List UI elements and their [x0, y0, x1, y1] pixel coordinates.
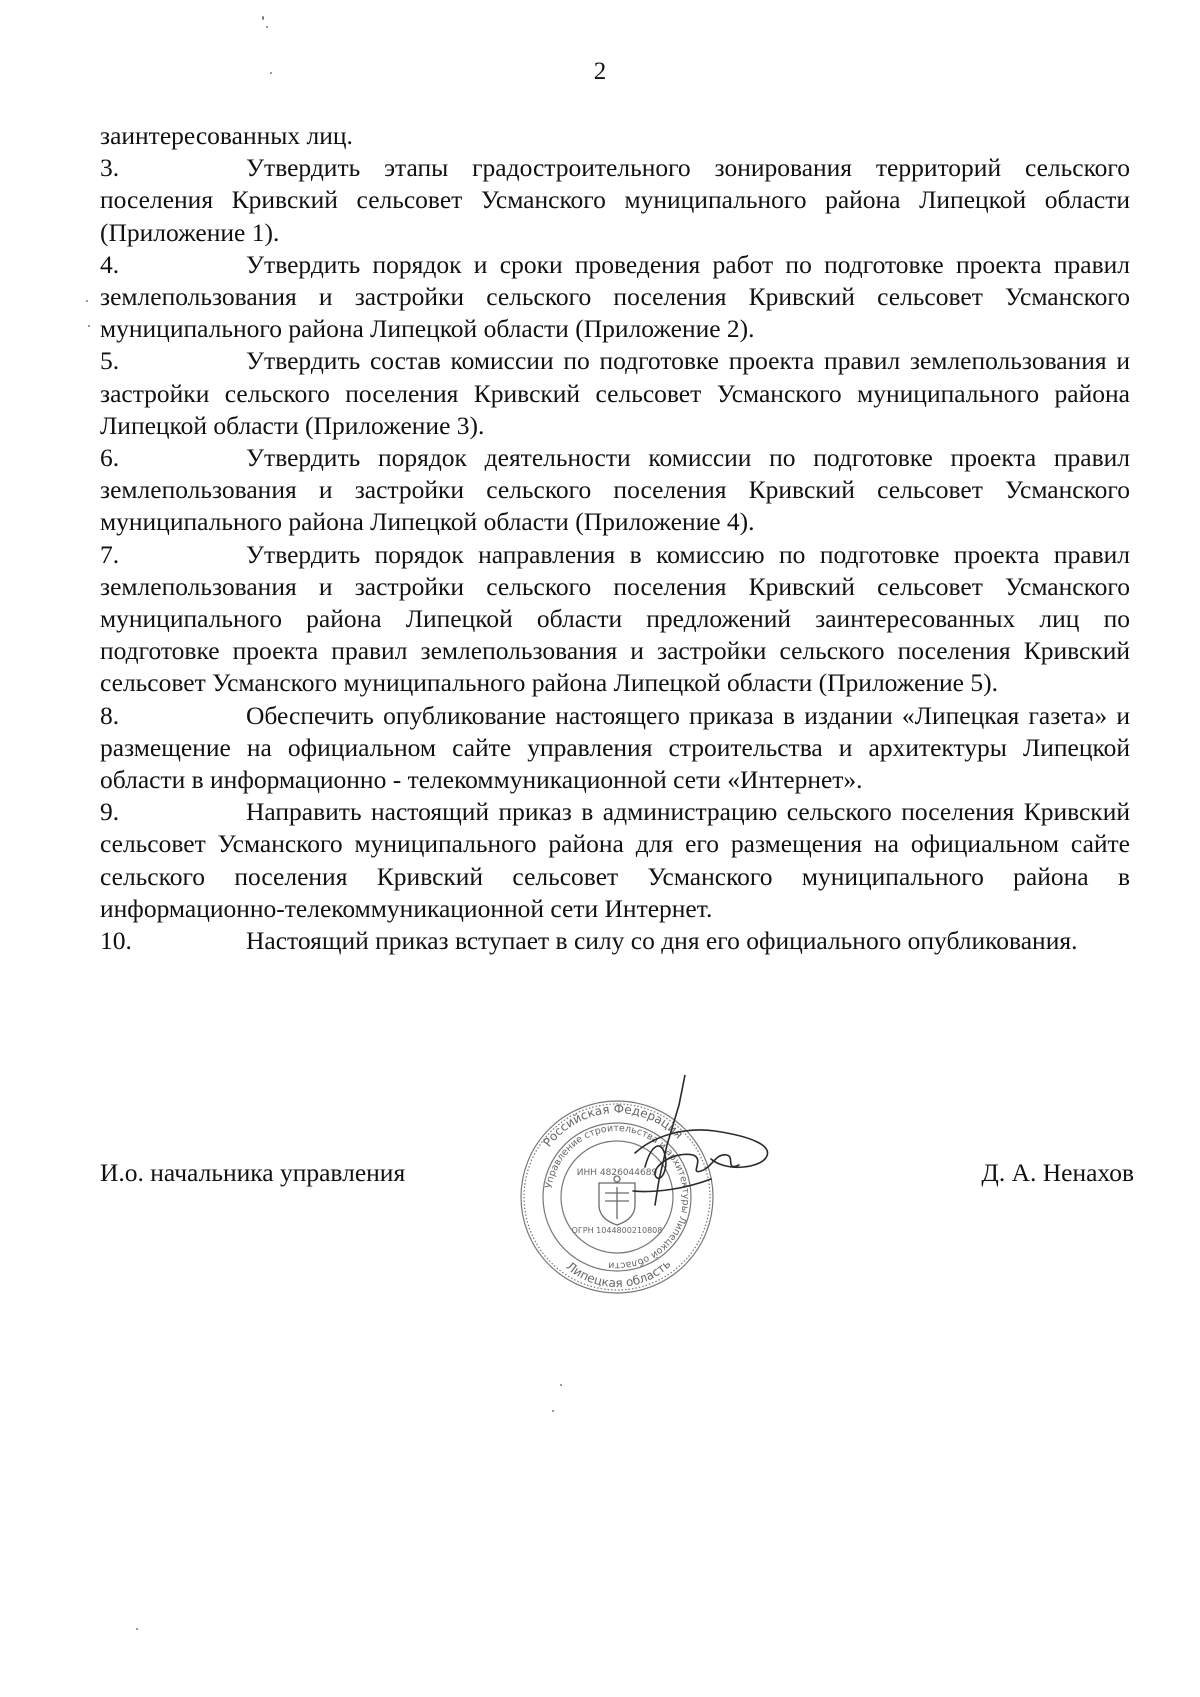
item-text: Утвердить порядок деятельности комиссии по подготовке проекта правил землепользования и застройки сельского поселения Кривский сельсовет Усманского муниципального района Липецкой области (Приложение 4). — [100, 443, 1130, 537]
item-text: Утвердить состав комиссии по подготовке проекта правил землепользования и застройки сельского поселения Кривский сельсовет Усманского муниципального района Липецкой области (Приложение 3). — [100, 346, 1130, 440]
item-number: 6. — [100, 443, 120, 473]
scan-speck — [270, 72, 272, 74]
scan-speck — [266, 26, 268, 28]
signatory-name: Д. А. Ненахов — [981, 1158, 1134, 1187]
numbered-item — [100, 442, 1130, 539]
seal-outer-text: Российская Федерация — [540, 1101, 686, 1150]
numbered-item — [100, 796, 1130, 925]
numbered-item — [100, 700, 1130, 797]
numbered-item — [100, 925, 1130, 957]
numbered-item — [100, 539, 1130, 700]
scan-speck — [136, 1628, 138, 1630]
item-text: Утвердить этапы градостроительного зонирования территорий сельского поселения Кривский сельсовет Усманского муниципального района Липецкой области (Приложение 1). — [100, 153, 1130, 247]
numbered-items — [100, 152, 1130, 957]
signatory-title: И.о. начальника управления — [100, 1158, 406, 1187]
item-text: Настоящий приказ вступает в силу со дня его официального опубликования. — [246, 926, 1078, 956]
item-number: 7. — [100, 539, 120, 569]
numbered-item — [100, 345, 1130, 442]
scan-speck — [88, 325, 90, 327]
page-number: 2 — [593, 58, 607, 85]
item-text: Направить настоящий приказ в администрацию сельского поселения Кривский сельсовет Усманского муниципального района для его размещения на официальном сайте сельского поселения Кривский сельсовет Усманского муниципального района в информационно-телекоммуникационной сети Интернет. — [100, 797, 1130, 923]
scan-speck — [560, 1384, 562, 1386]
seal-ogrn: ОГРН 1044800210808 — [571, 1226, 663, 1235]
continuation-line: заинтересованных лиц. — [100, 121, 353, 150]
numbered-item — [100, 249, 1130, 346]
item-number: 8. — [100, 700, 120, 730]
item-number: 9. — [100, 797, 120, 827]
handwritten-signature — [615, 1075, 775, 1225]
numbered-item — [100, 152, 1130, 249]
item-text: Утвердить порядок и сроки проведения работ по подготовке проекта правил землепользования и застройки сельского поселения Кривский сельсовет Усманского муниципального района Липецкой области (Приложение 2). — [100, 249, 1130, 344]
item-text: Обеспечить опубликование настоящего приказа в издании «Липецкая газета» и размещение на официальном сайте управления строительства и архитектуры Липецкой области в информационно - телекоммуникационной сети «Интернет». — [100, 700, 1130, 795]
item-number: 3. — [100, 153, 120, 183]
seal-inn: ИНН 4826044689 — [576, 1168, 658, 1178]
item-number: 4. — [100, 249, 120, 279]
seal-bottom-text: Липецкая область — [563, 1256, 674, 1291]
item-number: 5. — [100, 346, 120, 376]
seal-middle-text: Управление строительства и архитектуры Липецкой области — [543, 1122, 692, 1272]
scan-speck — [262, 16, 264, 20]
document-body — [100, 120, 1130, 957]
item-number: 10. — [100, 926, 132, 956]
scan-speck — [552, 1410, 554, 1412]
scan-speck — [86, 300, 88, 302]
item-text: Утвердить порядок направления в комиссию по подготовке проекта правил землепользования и застройки сельского поселения Кривский сельсовет Усманского муниципального района Липецкой области предложений заинтересованных лиц по подготовке проекта правил землепользования и застройки сельского поселения Кривский сельсовет Усманского муниципального района Липецкой области (Приложение 5). — [100, 539, 1130, 698]
